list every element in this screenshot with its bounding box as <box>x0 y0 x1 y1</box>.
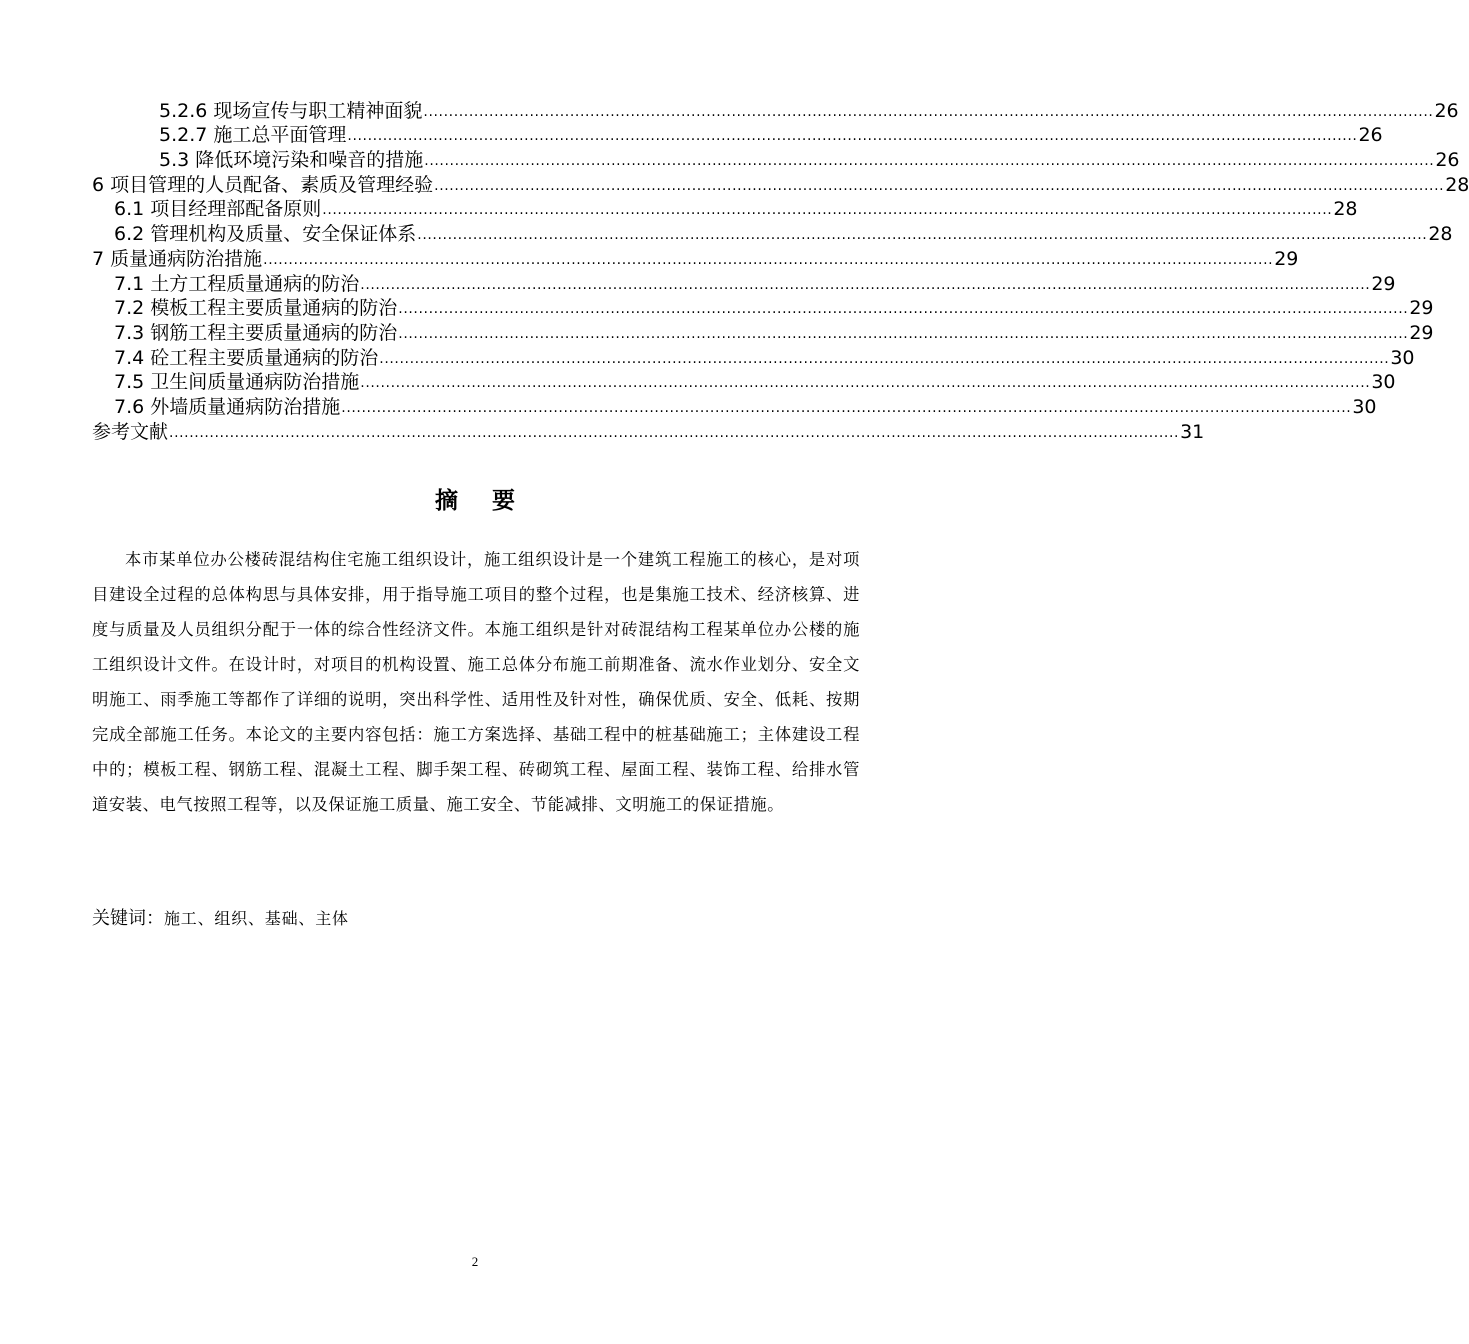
toc-entry-label: 7.2 模板工程主要质量通病的防治 <box>114 297 398 320</box>
toc-entry-page: 28 <box>1333 198 1358 221</box>
toc-entry-label: 5.3 降低环境污染和噪音的措施 <box>159 149 424 172</box>
toc-dot-leader: ........................................................................................................................................................................................................ <box>423 103 1434 120</box>
toc-entry-page: 30 <box>1352 395 1377 418</box>
toc-dot-leader: ........................................................................................................................................................................................................ <box>398 301 1409 318</box>
toc-dot-leader: ........................................................................................................................................................................................................ <box>347 128 1358 145</box>
toc-entry[interactable] <box>92 296 1434 321</box>
toc-dot-leader: ........................................................................................................................................................................................................ <box>341 399 1352 416</box>
toc-dot-leader: ........................................................................................................................................................................................................ <box>263 251 1274 268</box>
toc-entry[interactable] <box>92 246 1299 271</box>
toc-entry[interactable] <box>92 345 1415 370</box>
toc-entry[interactable] <box>92 172 1469 197</box>
toc-entry[interactable] <box>92 197 1358 222</box>
toc-entry-label: 参考文献 <box>92 420 169 443</box>
toc-entry-page: 26 <box>1434 99 1459 122</box>
toc-entry[interactable] <box>92 98 1459 123</box>
toc-entry-page: 30 <box>1390 346 1415 369</box>
keywords-value: 施工、组织、基础、主体 <box>164 909 349 928</box>
toc-dot-leader: ........................................................................................................................................................................................................ <box>434 177 1445 194</box>
toc-entry-page: 29 <box>1274 247 1299 270</box>
toc-dot-leader: ........................................................................................................................................................................................................ <box>379 350 1390 367</box>
toc-entry-label: 7 质量通病防治措施 <box>92 247 263 270</box>
toc-entry-page: 28 <box>1445 173 1469 196</box>
toc-dot-leader: ........................................................................................................................................................................................................ <box>424 153 1435 170</box>
toc-entry[interactable] <box>92 147 1460 172</box>
keywords-label: 关键词： <box>92 908 164 929</box>
toc-entry-page: 31 <box>1180 420 1205 443</box>
keywords-line <box>92 904 860 930</box>
toc-dot-leader: ........................................................................................................................................................................................................ <box>322 202 1333 219</box>
toc-entry-label: 7.6 外墙质量通病防治措施 <box>114 395 341 418</box>
toc-entry-page: 29 <box>1409 297 1434 320</box>
page-number: 2 <box>471 1254 479 1269</box>
toc-dot-leader: ........................................................................................................................................................................................................ <box>417 227 1428 244</box>
toc-entry-label: 5.2.6 现场宣传与职工精神面貌 <box>159 99 423 122</box>
toc-entry[interactable] <box>92 271 1396 296</box>
toc-entry-page: 26 <box>1358 124 1383 147</box>
toc-entry[interactable] <box>92 370 1396 395</box>
toc-entry[interactable] <box>92 123 1383 148</box>
toc-entry[interactable] <box>92 419 1205 444</box>
toc-dot-leader: ........................................................................................................................................................................................................ <box>360 375 1371 392</box>
toc-entry-label: 6 项目管理的人员配备、素质及管理经验 <box>92 173 434 196</box>
toc-entry-page: 29 <box>1409 321 1434 344</box>
toc-entry[interactable] <box>92 394 1377 419</box>
toc-entry-label: 6.2 管理机构及质量、安全保证体系 <box>114 223 417 246</box>
abstract-body: 本市某单位办公楼砖混结构住宅施工组织设计，施工组织设计是一个建筑工程施工的核心，是对项目建设全过程的总体构思与具体安排，用于指导施工项目的整个过程，也是集施工技术、经济核算、进度与质量及人员组织分配于一体的综合性经济文件。本施工组织是针对砖混结构工程某单位办公楼的施工组织设计文件。在设计时，对项目的机构设置、施工总体分布施工前期准备、流水作业划分、安全文明施工、雨季施工等都作了详细的说明，突出科学性、适用性及针对性，确保优质、安全、低耗、按期完成全部施工任务。本论文的主要内容包括：施工方案选择、基础工程中的桩基础施工；主体建设工程中的；模板工程、钢筋工程、混凝土工程、脚手架工程、砖砌筑工程、屋面工程、装饰工程、给排水管道安装、电气按照工程等，以及保证施工质量、施工安全、节能减排、文明施工的保证措施。 <box>92 550 860 814</box>
toc-entry-label: 5.2.7 施工总平面管理 <box>159 124 347 147</box>
toc-entry-label: 7.5 卫生间质量通病防治措施 <box>114 371 360 394</box>
toc-entry-page: 30 <box>1371 371 1396 394</box>
toc-dot-leader: ........................................................................................................................................................................................................ <box>360 276 1371 293</box>
toc-entry-page: 29 <box>1371 272 1396 295</box>
toc-entry-page: 26 <box>1435 149 1460 172</box>
toc-dot-leader: ........................................................................................................................................................................................................ <box>398 325 1409 342</box>
abstract-title: 摘要 <box>435 488 549 514</box>
toc-entry-label: 7.1 土方工程质量通病的防治 <box>114 272 360 295</box>
toc-dot-leader: ........................................................................................................................................................................................................ <box>169 424 1180 441</box>
toc-entry[interactable] <box>92 320 1434 345</box>
table-of-contents <box>92 98 1469 444</box>
toc-entry-page: 28 <box>1428 223 1453 246</box>
toc-entry-label: 7.4 砼工程主要质量通病的防治 <box>114 346 379 369</box>
toc-entry[interactable] <box>92 221 1453 246</box>
toc-entry-label: 6.1 项目经理部配备原则 <box>114 198 322 221</box>
toc-entry-label: 7.3 钢筋工程主要质量通病的防治 <box>114 321 398 344</box>
